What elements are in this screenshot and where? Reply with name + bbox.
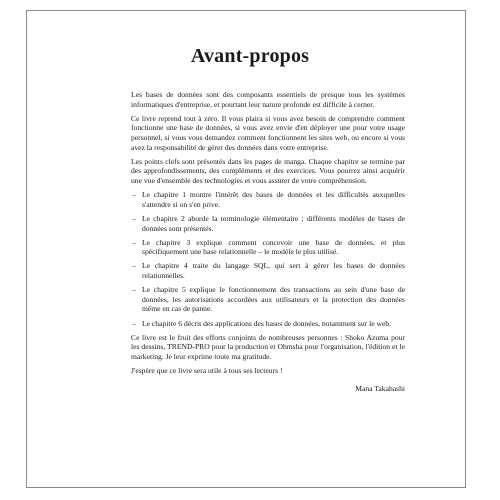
chapter-text-2: Le chapitre 2 aborde la terminologie élémentaire ; différents modèles de bases de données sont présentés. — [142, 213, 405, 233]
chapter-text-5: Le chapitre 5 explique le fonctionnement des transactions au sein d'une base de données, les autorisations accordées aux utilisateurs et la protection des données même en cas de panne. — [142, 285, 405, 314]
document-body — [131, 90, 405, 398]
list-bullet: – — [132, 318, 136, 328]
chapter-item-3 — [131, 238, 405, 257]
list-bullet: – — [132, 213, 136, 223]
list-bullet: – — [132, 285, 136, 295]
chapter-item-6 — [131, 319, 405, 329]
chapter-item-1 — [131, 190, 405, 209]
chapter-item-4 — [131, 261, 405, 280]
intro-paragraph-1: Les bases de données sont des composants essentiels de presque tous les systèmes informatiques d'entreprise, et pourtant leur nature profonde est difficile à cerner. — [131, 90, 405, 109]
list-bullet: – — [132, 190, 136, 200]
chapter-list — [131, 190, 405, 328]
chapter-item-2 — [131, 214, 405, 233]
list-bullet: – — [132, 237, 136, 247]
list-bullet: – — [132, 261, 136, 271]
closing-paragraph-1: Ce livre est le fruit des efforts conjoints de nombreuses personnes : Shoko Azuma pour les dessins, TREND-PRO pour la production et Ohmsha pour l'organisation, l'édition et le marketing. Je leur exprime toute ma gratitude. — [131, 332, 405, 361]
chapter-text-6: Le chapitre 6 décrit des applications des bases de données, notamment sur le web. — [142, 318, 392, 328]
chapter-text-3: Le chapitre 3 explique comment concevoir une base de données, et plus spécifiquement une base relationnelle – le modèle le plus utilisé. — [142, 237, 405, 257]
intro-paragraph-3: Les points clefs sont présentés dans les pages de manga. Chaque chapitre se termine par des approfondissements, des compléments et des exercices. Vous pourrez ainsi acquérir une vue d'ensemble des technologies et vous assurer de votre compréhension. — [131, 156, 405, 185]
chapter-text-1: Le chapitre 1 montre l'intérêt des bases de données et les difficultés auxquelles s'attendre si on s'en prive. — [142, 190, 405, 209]
chapter-text-4: Le chapitre 4 traite du langage SQL, qui sert à gérer les bases de données relationnelles. — [142, 261, 405, 281]
closing-paragraph-2: J'espère que ce livre sera utile à tous ses lecteurs ! — [131, 366, 283, 376]
page-title: Avant-propos — [190, 45, 310, 67]
author-signature: Mana Takahashi — [355, 383, 405, 393]
intro-paragraph-2: Ce livre reprend tout à zéro. Il vous plaira si vous avez besoin de comprendre comment fonctionne une base de données, si vous avez envie d'en déployer une pour votre usage personnel, si vous vous demandez comment fonctionnent les sites web, ou encore si vous avez la responsabilité de gérer des données dans votre entreprise. — [131, 113, 405, 152]
chapter-item-5 — [131, 285, 405, 314]
